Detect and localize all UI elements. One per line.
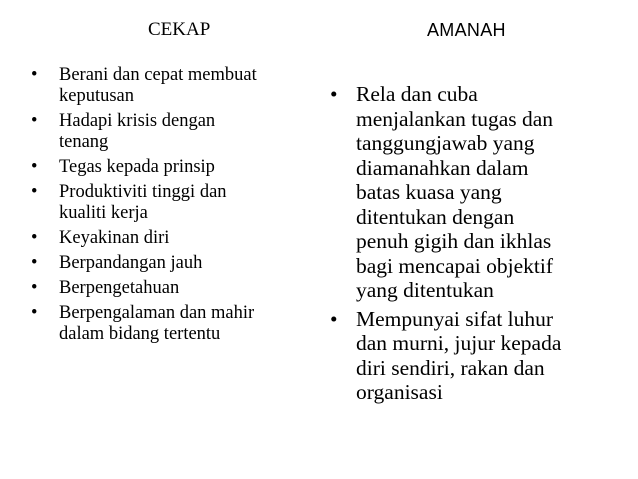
list-item [31,157,314,178]
bullet-icon: • [330,82,338,106]
list-item [31,182,314,224]
list-item-text: Berpengalaman dan mahir dalam bidang tertentu [59,303,255,344]
bullet-icon: • [31,157,38,177]
bullet-icon: • [31,303,38,323]
bullet-icon: • [31,278,38,298]
list-item [31,228,314,249]
list-item [31,303,314,345]
list-item [31,253,314,274]
list-item-text: Berani dan cepat membuat keputusan [59,65,257,106]
list-item-text: Berpengetahuan [59,278,180,298]
list-item [330,82,616,303]
cekap-heading: CEKAP [148,19,211,40]
bullet-icon: • [330,306,338,331]
amanah-bullet-list [330,82,616,409]
list-item-text: Rela dan cuba menjalankan tugas dan tanggungjawab yang diamanahkan dalam batas kuasa yang ditentukan dengan penuh gigih dan ikhlas bagi mencapai objektif yang ditentukan [356,82,554,302]
list-item [330,306,616,405]
bullet-icon: • [31,65,38,85]
list-item [31,111,314,153]
list-item [31,278,314,299]
amanah-heading: AMANAH [427,20,506,40]
bullet-icon: • [31,228,38,248]
list-item-text: Hadapi krisis dengan tenang [59,111,216,152]
list-item-text: Mempunyai sifat luhur dan murni, jujur kepada diri sendiri, rakan dan organisasi [356,306,562,404]
bullet-icon: • [31,182,38,202]
list-item-text: Tegas kepada prinsip [59,157,215,177]
cekap-bullet-list [31,65,314,349]
bullet-icon: • [31,111,38,131]
list-item-text: Berpandangan jauh [59,253,203,273]
list-item [31,65,314,107]
list-item-text: Keyakinan diri [59,228,170,248]
list-item-text: Produktiviti tinggi dan kualiti kerja [59,182,227,223]
bullet-icon: • [31,253,38,273]
